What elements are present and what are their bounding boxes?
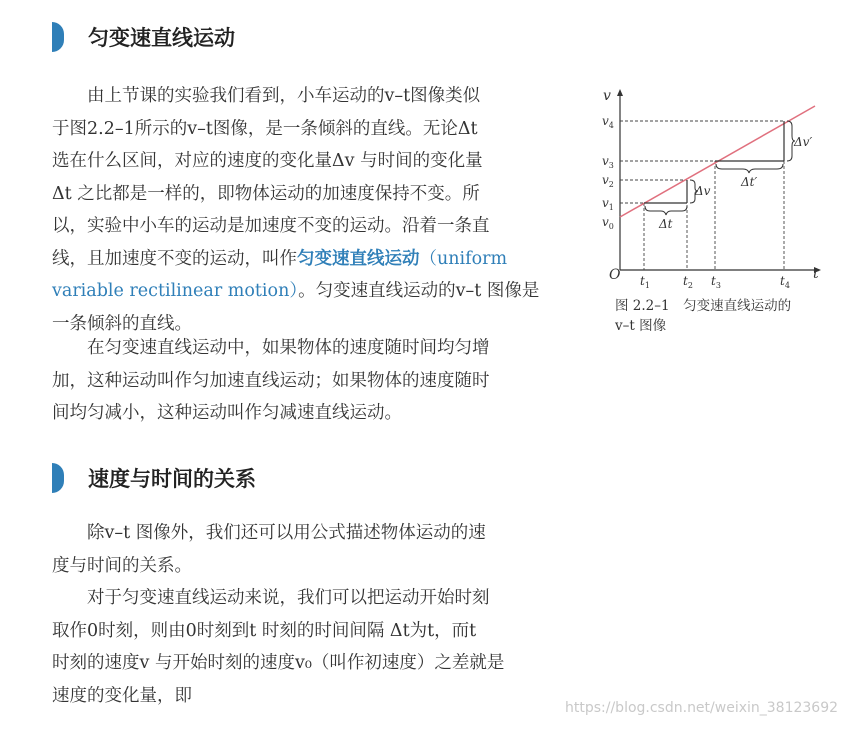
text-segment: 线，且加速度不变的运动，叫作: [52, 248, 297, 269]
axis-label-v: v: [603, 88, 611, 104]
vt-graph: [595, 80, 830, 290]
heading-marker: [52, 22, 64, 52]
text-line: 取作0时刻，则由0时刻到t 时刻的时间间隔 Δt为t，而t: [52, 620, 477, 641]
tick-v0: $v_0$: [602, 215, 614, 231]
section-heading-1: [52, 22, 235, 52]
tick-t4: $t_4$: [780, 274, 790, 290]
text-segment: 。匀变速直线运动的v–t 图像是: [298, 281, 540, 301]
paragraph-4: [52, 582, 504, 712]
english-term: variable rectilinear motion）: [52, 281, 299, 301]
tick-t2: $t_2$: [683, 274, 693, 290]
figure-caption: [615, 296, 791, 336]
text-line: 加，这种运动叫作匀加速直线运动；如果物体的速度随时: [52, 370, 490, 391]
text-line: 在匀变速直线运动中，如果物体的速度随时间均匀增: [87, 338, 490, 358]
text-line: [52, 243, 539, 276]
brace-delta-t: [645, 206, 687, 215]
text-line: 于图2.2–1所示的v–t图像，是一条倾斜的直线。无论Δt: [52, 118, 478, 139]
paragraph-1: [52, 80, 539, 340]
brace-delta-t-prime: [716, 164, 783, 173]
text-line: 以，实验中小车的运动是加速度不变的运动。沿着一条直: [52, 216, 490, 236]
text-line: 度与时间的关系。: [52, 555, 192, 576]
text-line: 对于匀变速直线运动来说，我们可以把运动开始时刻: [87, 588, 490, 608]
label-delta-t: Δt: [659, 217, 673, 231]
tick-v2: $v_2$: [602, 173, 614, 189]
caption-line: v–t 图像: [615, 318, 667, 334]
v-axis-arrow-icon: [617, 89, 623, 96]
heading-marker: [52, 463, 64, 493]
tick-t1: $t_1$: [640, 274, 650, 290]
text-line: 速度的变化量，即: [52, 685, 192, 706]
section-title: 速度与时间的关系: [88, 467, 256, 491]
label-delta-v-prime: Δv′: [794, 135, 813, 149]
english-term: （uniform: [419, 248, 508, 269]
text-line: 一条倾斜的直线。: [52, 313, 192, 334]
paragraph-3: [52, 517, 486, 582]
origin-label: O: [609, 267, 621, 283]
text-line: 时刻的速度v 与开始时刻的速度v₀（叫作初速度）之差就是: [52, 653, 505, 673]
key-term: 匀变速直线运动: [297, 248, 420, 269]
label-delta-t-prime: Δt′: [741, 175, 758, 189]
tick-v1: $v_1$: [602, 196, 614, 212]
text-line: 由上节课的实验我们看到，小车运动的v–t图像类似: [87, 86, 481, 106]
section-heading-2: [52, 463, 256, 493]
text-line: 选在什么区间，对应的速度的变化量Δv 与时间的变化量: [52, 151, 483, 171]
axis-label-t: t: [813, 266, 819, 282]
tick-v3: $v_3$: [602, 154, 614, 170]
tick-t3: $t_3$: [711, 274, 721, 290]
braces: [645, 121, 795, 215]
label-delta-v: Δv: [695, 184, 711, 198]
tick-v4: $v_4$: [602, 114, 614, 130]
text-line: 间均匀减小，这种运动叫作匀减速直线运动。: [52, 403, 402, 423]
text-line: [52, 275, 539, 308]
section-title: 匀变速直线运动: [88, 26, 235, 50]
text-line: 除v–t 图像外，我们还可以用公式描述物体运动的速: [87, 523, 486, 543]
caption-line: 图 2.2–1 匀变速直线运动的: [615, 298, 792, 314]
watermark: https://blog.csdn.net/weixin_38123692: [565, 700, 839, 716]
paragraph-2: [52, 332, 490, 430]
text-line: Δt 之比都是一样的，即物体运动的加速度保持不变。所: [52, 183, 480, 204]
